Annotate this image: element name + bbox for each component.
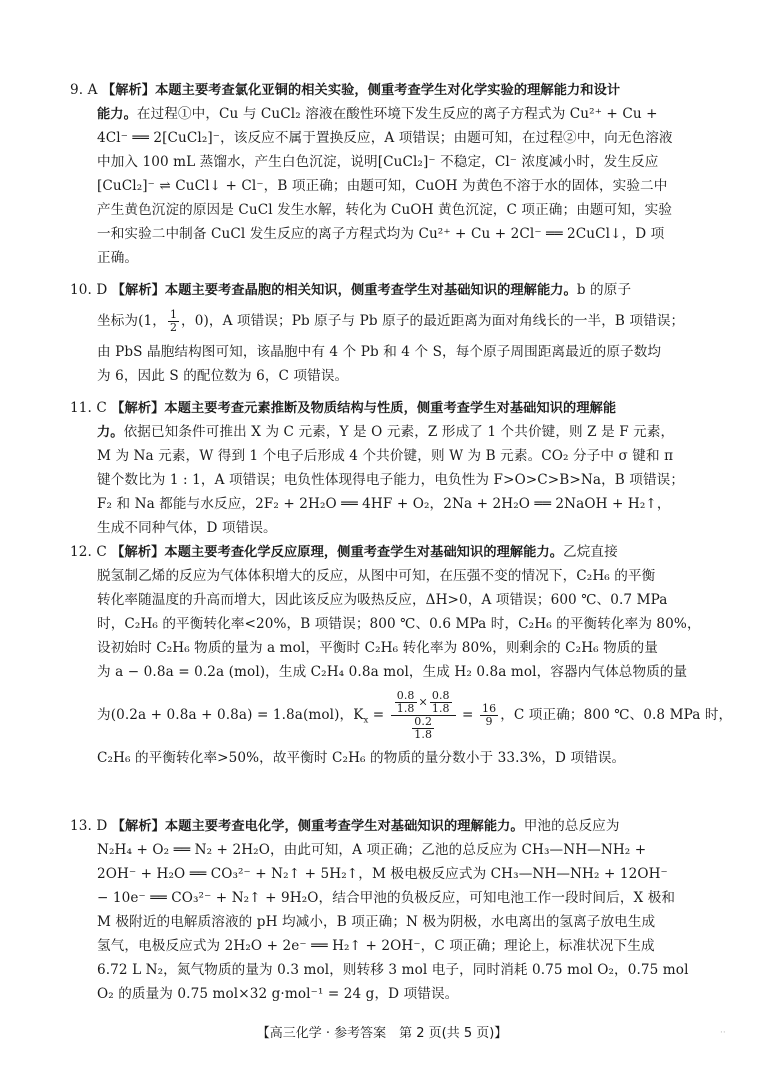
answer-12-kx-pre: 为(0.2a + 0.8a + 0.8a) = 1.8a(mol)，K: [97, 707, 364, 723]
answer-13-line-7: 6.72 L N₂，氮气物质的量为 0.3 mol，则转移 3 mol 电子，同时消耗 0.75 mol O₂，0.75 mol: [97, 962, 689, 978]
answer-9-text: 在过程①中，Cu 与 CuCl₂ 溶液在酸性环境下发生反应的离子方程式为 Cu²⁺ + Cu +: [136, 106, 658, 122]
kx-frac-3: [412, 716, 434, 741]
kx-result: [480, 703, 498, 728]
fraction-one-half: [168, 309, 179, 334]
kx-frac-2-den: 1.8: [431, 702, 450, 715]
answer-11-line-6: 生成不同种气体，D 项错误。: [97, 520, 277, 536]
answer-13-line-1: [70, 814, 694, 838]
answer-11-line-1: [70, 396, 694, 420]
kx-subscript: x: [363, 715, 369, 726]
answer-11-analysis-heading: 【解析】本题主要考查元素推断及物质结构与性质，侧重考查学生对基础知识的理解能: [111, 401, 617, 416]
answer-12-text: 乙烷直接: [563, 544, 618, 560]
answer-12-line-1: [70, 540, 694, 564]
answer-12-line-7: 为(0.2a + 0.8a + 0.8a) = 1.8a(mol)，$K_x$ = $\frac{0.8}{1.8}$ × $\frac{0.8}{1.8}$ $\frac{0.2}{1.8}$ = $\frac{16}{9}$ ，C 项正确；800 ℃、0.8 MPa 时，: [97, 689, 733, 741]
kx-frac-1: [395, 690, 417, 715]
answer-10-line-1: [70, 278, 694, 302]
kx-numerator: [391, 690, 456, 716]
answer-11-line-4: 键个数比为 1 : 1，A 项错误；电负性体现得电子能力，电负性为 F>O>C>B>Na，B 项错误；: [97, 472, 685, 488]
answer-9-analysis-heading: 【解析】本题主要考查氯化亚铜的相关实验，侧重考查学生对化学实验的理解能力和设计: [101, 83, 621, 98]
answer-9-analysis-heading-cont: 能力。: [97, 107, 137, 122]
answer-10-line-4: 为 6，因此 S 的配位数为 6，C 项错误。: [97, 368, 349, 384]
answer-13-line-5: M 极附近的电解质溶液的 pH 均减小，B 项正确；N 极为阴极，水电离出的氢离子放电生成: [97, 914, 656, 930]
answer-9: [70, 78, 694, 270]
answer-13-line-2: N₂H₄ + O₂ ══ N₂ + 2H₂O，由此可知，A 项正确；乙池的总反应为 CH₃—NH—NH₂ +: [97, 842, 647, 858]
answer-9-head: 9. A: [70, 82, 98, 98]
answer-10-line-2: [70, 302, 694, 340]
answer-11-text: 依据已知条件可推出 X 为 C 元素，Y 是 O 元素，Z 形成了 1 个共价键，则 Z 是 F 元素，: [123, 424, 675, 440]
kx-equals: =: [368, 707, 389, 723]
kx-frac-1-den: 1.8: [396, 702, 415, 715]
kx-frac-3-num: 0.2: [414, 715, 433, 728]
kx-times: ×: [418, 695, 428, 709]
answer-13-line-3: 2OH⁻ + H₂O ══ CO₃²⁻ + N₂↑ + 5H₂↑，M 极电极反应式为 CH₃—NH—NH₂ + 12OH⁻: [97, 866, 668, 882]
answer-12-line-6: 为 a − 0.8a = 0.2a (mol)，生成 C₂H₄ 0.8a mol，生成 H₂ 0.8a mol，容器内气体总物质的量: [97, 664, 688, 680]
answer-9-line-6: 产生黄色沉淀的原因是 CuCl 发生水解，转化为 CuOH 黄色沉淀，C 项正确；由题可知，实验: [97, 202, 673, 218]
answer-10-coord-pre: 坐标为(1，: [97, 313, 166, 329]
answer-12-line-4: 时，C₂H₆ 的平衡转化率<20%，B 项错误；800 ℃、0.6 MPa 时，C₂H₆ 的平衡转化率为 80%，: [97, 616, 701, 632]
answer-10-coord-post: ，0)，A 项错误；Pb 原子与 Pb 原子的最近距离为面对角线长的一半，B 项错误；: [181, 313, 685, 329]
answer-13-line-8: O₂ 的质量为 0.75 mol×32 g·mol⁻¹ = 24 g，D 项错误。: [97, 986, 459, 1002]
answer-13-line-6: 氢气，电极反应式为 2H₂O + 2e⁻ ══ H₂↑ + 2OH⁻，C 项正确；理论上，标准状况下生成: [97, 938, 655, 954]
answer-11-line-3: M 为 Na 元素，W 得到 1 个电子后形成 4 个共价键，则 W 为 B 元素。CO₂ 分子中 σ 键和 π: [97, 448, 674, 464]
answer-13-line-4: − 10e⁻ ══ CO₃²⁻ + N₂↑ + 9H₂O，结合甲池的负极反应，可知电池工作一段时间后，X 极和: [97, 890, 676, 906]
corner-mark: ··: [720, 1028, 726, 1038]
kx-frac-2-num: 0.8: [431, 689, 450, 702]
page-footer: 【高三化学 · 参考答案 第 2 页(共 5 页)】: [256, 1026, 508, 1041]
kx-expression: [391, 690, 456, 741]
answer-13: [70, 814, 694, 1006]
kx-denominator: [391, 716, 456, 741]
answer-12-line-8: C₂H₆ 的平衡转化率>50%，故平衡时 C₂H₆ 的物质的量分数小于 33.3%，D 项错误。: [97, 750, 626, 766]
answer-12-line-2: 脱氢制乙烯的反应为气体体积增大的反应，从图中可知，在压强不变的情况下，C₂H₆ 的平衡: [97, 568, 656, 584]
answer-11-head: 11. C: [70, 400, 107, 416]
answer-13-text: 甲池的总反应为: [523, 818, 620, 834]
answer-10-head: 10. D: [70, 282, 108, 298]
fraction-denominator: 2: [169, 321, 178, 334]
answer-9-line-1: [70, 78, 694, 102]
kx-frac-3-den: 1.8: [414, 728, 433, 741]
kx-result-den: 9: [485, 715, 493, 728]
answer-10-text: b 的原子: [576, 282, 632, 298]
answer-10-line-3: 由 PbS 晶胞结构图可知，该晶胞中有 4 个 Pb 和 4 个 S，每个原子周围距离最近的原子数均: [97, 344, 662, 360]
answer-11-line-2: [70, 420, 694, 444]
answer-9-line-3: 4Cl⁻ ══ 2[CuCl₂]⁻，该反应不属于置换反应，A 项错误；由题可知，在过程②中，向无色溶液: [97, 130, 673, 146]
answer-12: [70, 540, 733, 770]
answer-11-analysis-heading-cont: 力。: [97, 425, 124, 440]
answer-12-line-5: 设初始时 C₂H₆ 物质的量为 a mol，平衡时 C₂H₆ 转化率为 80%，则剩余的 C₂H₆ 物质的量: [97, 640, 658, 656]
answer-9-line-8: 正确。: [97, 250, 139, 266]
answer-9-line-7: 一和实验二中制备 CuCl 发生反应的离子方程式均为 Cu²⁺ + Cu + 2Cl⁻ ══ 2CuCl↓，D 项: [97, 226, 665, 242]
fraction-numerator: 1: [169, 308, 178, 321]
answer-9-line-4: 中加入 100 mL 蒸馏水，产生白色沉淀，说明[CuCl₂]⁻ 不稳定，Cl⁻ 浓度减小时，发生反应: [97, 154, 659, 170]
answer-12-line-3: 转化率随温度的升高而增大，因此该反应为吸热反应，ΔH>0，A 项错误；600 ℃、0.7 MPa: [97, 592, 668, 608]
answer-12-head: 12. C: [70, 544, 107, 560]
answer-13-head: 13. D: [70, 818, 108, 834]
answer-10-analysis-heading: 【解析】本题主要考查晶胞的相关知识，侧重考查学生对基础知识的理解能力。: [111, 283, 577, 298]
answer-11-line-5: F₂ 和 Na 都能与水反应，2F₂ + 2H₂O ══ 4HF + O₂，2Na + 2H₂O ══ 2NaOH + H₂↑，: [97, 496, 671, 512]
answer-11: [70, 396, 694, 540]
answer-9-line-2: [70, 102, 694, 126]
answer-13-analysis-heading: 【解析】本题主要考查电化学，侧重考查学生对基础知识的理解能力。: [111, 819, 524, 834]
answer-9-line-5: [CuCl₂]⁻ ⇌ CuCl↓ + Cl⁻，B 项正确；由题可知，CuOH 为黄色不溶于水的固体，实验二中: [97, 178, 668, 194]
answer-12-kx-post: ，C 项正确；800 ℃、0.8 MPa 时，: [500, 707, 733, 723]
answer-10: [70, 278, 694, 388]
kx-frac-1-num: 0.8: [396, 689, 415, 702]
answer-12-analysis-heading: 【解析】本题主要考查化学反应原理，侧重考查学生对基础知识的理解能力。: [111, 545, 564, 560]
kx-result-num: 16: [481, 702, 497, 715]
kx-frac-2: [430, 690, 452, 715]
